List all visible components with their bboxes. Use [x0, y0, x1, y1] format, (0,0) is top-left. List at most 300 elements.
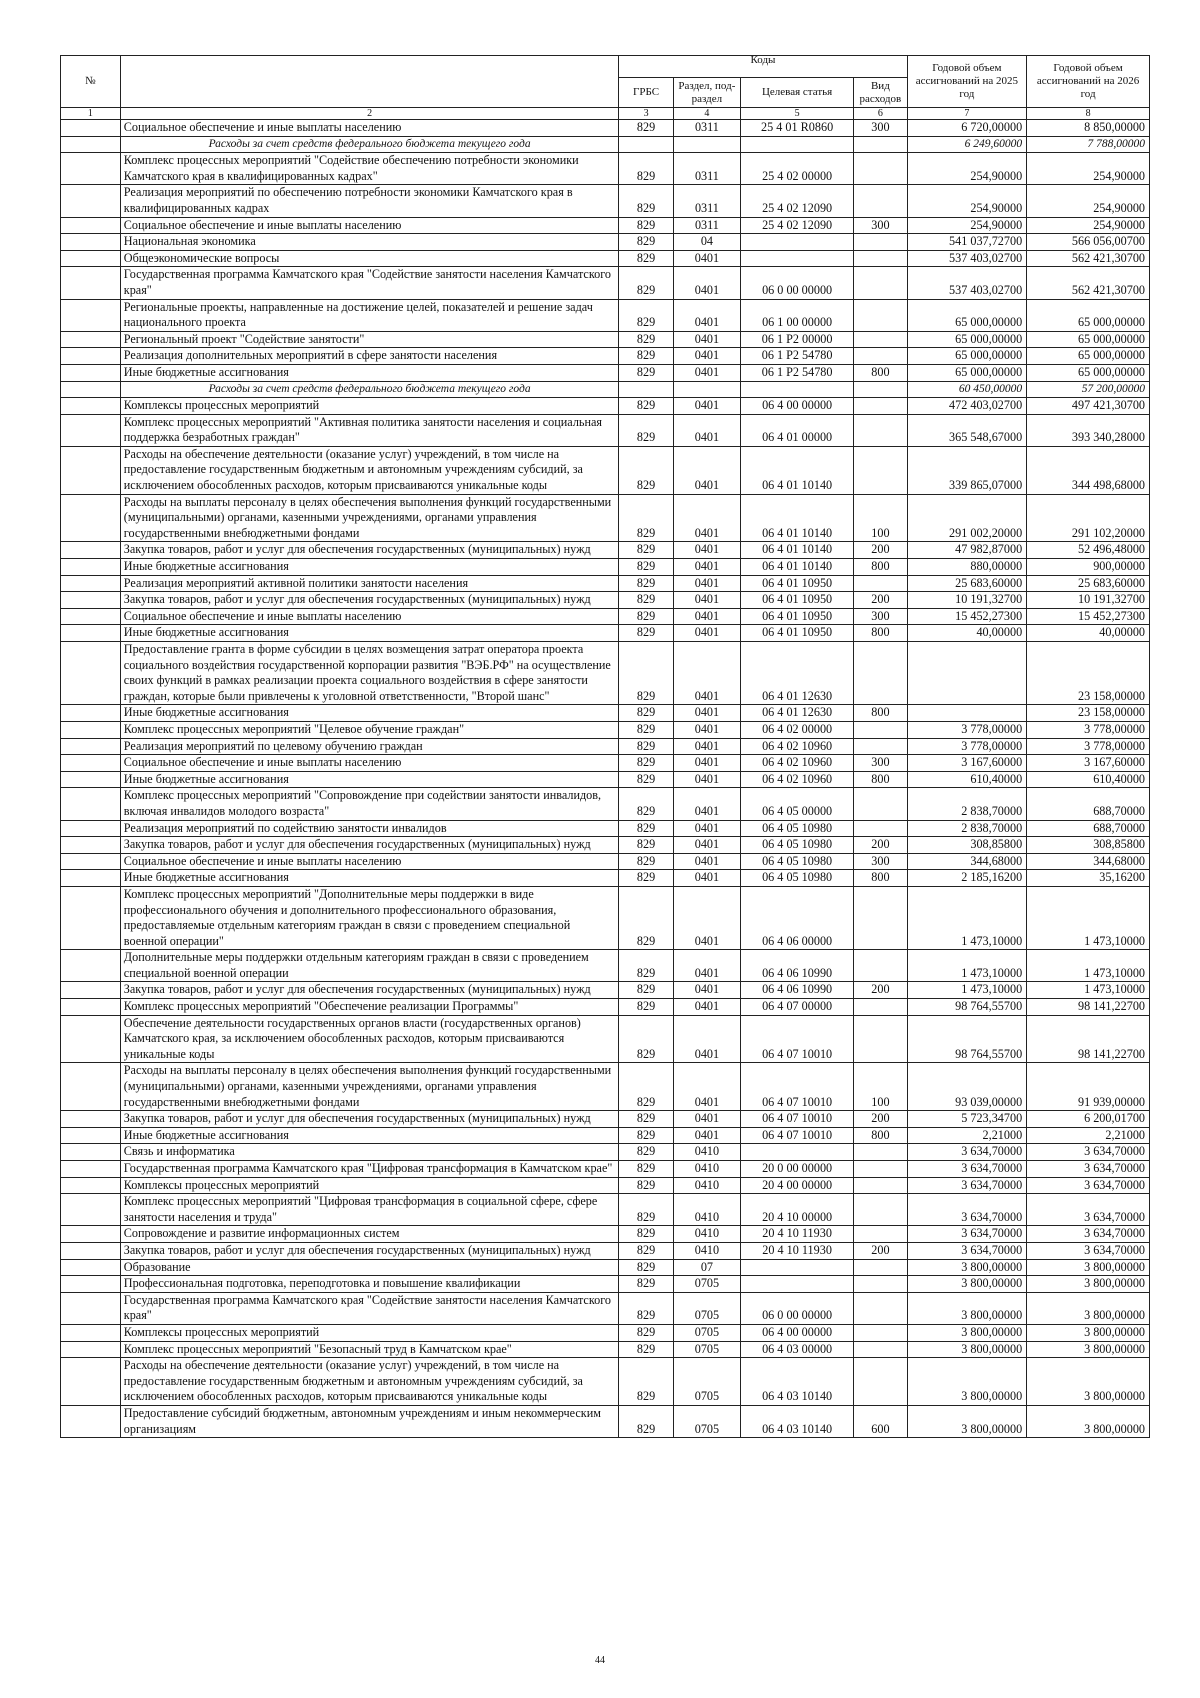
- section-cell: 0401: [673, 331, 740, 348]
- grbs-cell: 829: [619, 870, 673, 887]
- amount-2025-cell: 3 778,00000: [907, 721, 1027, 738]
- section-cell: 0401: [673, 398, 740, 415]
- amount-2025-cell: 6 720,00000: [907, 120, 1027, 137]
- table-row: [61, 886, 1150, 949]
- kind-cell: [854, 234, 907, 251]
- target-cell: 06 0 00 00000: [741, 267, 854, 299]
- kind-cell: 800: [854, 705, 907, 722]
- table-row: [61, 542, 1150, 559]
- section-cell: 0401: [673, 705, 740, 722]
- grbs-cell: 829: [619, 721, 673, 738]
- target-cell: 06 4 06 10990: [741, 950, 854, 982]
- item-name-cell: Иные бюджетные ассигнования: [120, 705, 619, 722]
- section-cell: 04: [673, 234, 740, 251]
- item-name-cell: Комплекс процессных мероприятий "Целевое обучение граждан": [120, 721, 619, 738]
- grbs-cell: 829: [619, 494, 673, 542]
- amount-2026-cell: 3 778,00000: [1027, 721, 1150, 738]
- row-number-cell: [61, 136, 121, 153]
- kind-cell: 300: [854, 755, 907, 772]
- kind-cell: 600: [854, 1405, 907, 1437]
- kind-cell: [854, 1144, 907, 1161]
- kind-cell: [854, 267, 907, 299]
- row-number-cell: [61, 364, 121, 381]
- row-number-cell: [61, 608, 121, 625]
- target-cell: 25 4 02 00000: [741, 153, 854, 185]
- target-cell: 06 4 01 10140: [741, 542, 854, 559]
- target-cell: 06 4 07 10010: [741, 1015, 854, 1063]
- table-row: [61, 1015, 1150, 1063]
- target-cell: 06 4 03 00000: [741, 1341, 854, 1358]
- table-row: [61, 1292, 1150, 1324]
- table-row: [61, 820, 1150, 837]
- section-cell: 0401: [673, 364, 740, 381]
- table-row: [61, 348, 1150, 365]
- amount-2025-cell: 65 000,00000: [907, 331, 1027, 348]
- section-cell: 0705: [673, 1276, 740, 1293]
- amount-2025-cell: 3 778,00000: [907, 738, 1027, 755]
- amount-2025-cell: 3 634,70000: [907, 1177, 1027, 1194]
- kind-cell: [854, 299, 907, 331]
- grbs-cell: 829: [619, 331, 673, 348]
- table-row: [61, 592, 1150, 609]
- amount-2025-cell: 3 634,70000: [907, 1242, 1027, 1259]
- kind-cell: [854, 1259, 907, 1276]
- item-name-cell: Расходы за счет средств федерального бюджета текущего года: [120, 381, 619, 398]
- row-number-cell: [61, 853, 121, 870]
- section-cell: 0410: [673, 1144, 740, 1161]
- row-number-cell: [61, 738, 121, 755]
- grbs-cell: 829: [619, 642, 673, 705]
- amount-2026-cell: 3 634,70000: [1027, 1144, 1150, 1161]
- grbs-cell: 829: [619, 446, 673, 494]
- grbs-cell: 829: [619, 1111, 673, 1128]
- target-cell: 06 4 00 00000: [741, 1324, 854, 1341]
- grbs-cell: 829: [619, 542, 673, 559]
- grbs-cell: 829: [619, 1194, 673, 1226]
- amount-2025-cell: 537 403,02700: [907, 250, 1027, 267]
- amount-2026-cell: 3 800,00000: [1027, 1324, 1150, 1341]
- row-number-cell: [61, 1259, 121, 1276]
- item-name-cell: Обеспечение деятельности государственных органов власти (государственных органов) Камчатского края, за исключением обособленных расходов, которым присваиваются уникальные коды: [120, 1015, 619, 1063]
- amount-2025-cell: 610,40000: [907, 771, 1027, 788]
- amount-2025-cell: 47 982,87000: [907, 542, 1027, 559]
- row-number-cell: [61, 381, 121, 398]
- amount-2026-cell: 2,21000: [1027, 1127, 1150, 1144]
- grbs-cell: 829: [619, 364, 673, 381]
- target-cell: [741, 1144, 854, 1161]
- amount-2025-cell: 2,21000: [907, 1127, 1027, 1144]
- section-cell: 0401: [673, 950, 740, 982]
- section-cell: 0401: [673, 348, 740, 365]
- section-cell: 0401: [673, 999, 740, 1016]
- kind-cell: 200: [854, 982, 907, 999]
- target-cell: [741, 234, 854, 251]
- kind-cell: [854, 446, 907, 494]
- section-cell: 0401: [673, 608, 740, 625]
- target-cell: 25 4 01 R0860: [741, 120, 854, 137]
- item-name-cell: Закупка товаров, работ и услуг для обеспечения государственных (муниципальных) нужд: [120, 1111, 619, 1128]
- amount-2026-cell: 25 683,60000: [1027, 575, 1150, 592]
- section-cell: 0705: [673, 1358, 740, 1406]
- table-row: [61, 705, 1150, 722]
- header-name-blank: [120, 56, 619, 108]
- amount-2026-cell: 562 421,30700: [1027, 267, 1150, 299]
- item-name-cell: Комплексы процессных мероприятий: [120, 1324, 619, 1341]
- table-row: [61, 559, 1150, 576]
- table-row: [61, 608, 1150, 625]
- amount-2026-cell: 3 800,00000: [1027, 1358, 1150, 1406]
- section-cell: [673, 381, 740, 398]
- target-cell: 06 4 07 10010: [741, 1111, 854, 1128]
- section-cell: 0401: [673, 299, 740, 331]
- row-number-cell: [61, 592, 121, 609]
- header-target: Целевая статья: [741, 78, 854, 108]
- amount-2026-cell: 3 634,70000: [1027, 1226, 1150, 1243]
- row-number-cell: [61, 705, 121, 722]
- table-row: [61, 721, 1150, 738]
- kind-cell: [854, 1015, 907, 1063]
- kind-cell: [854, 185, 907, 217]
- amount-2025-cell: 541 037,72700: [907, 234, 1027, 251]
- item-name-cell: Предоставление гранта в форме субсидии в целях возмещения затрат оператора проекта социального воздействия государственной корпорации развития "ВЭБ.РФ" на осуществление своих функций в рамках реализации проекта социального воздействия в сфере занятости граждан, которые были привлечены к уголовной ответственности, "Второй шанс": [120, 642, 619, 705]
- row-number-cell: [61, 1292, 121, 1324]
- item-name-cell: Иные бюджетные ассигнования: [120, 559, 619, 576]
- grbs-cell: 829: [619, 886, 673, 949]
- kind-cell: [854, 1177, 907, 1194]
- target-cell: 06 4 06 00000: [741, 886, 854, 949]
- grbs-cell: 829: [619, 1242, 673, 1259]
- section-cell: 0311: [673, 217, 740, 234]
- row-number-cell: [61, 398, 121, 415]
- amount-2025-cell: 2 185,16200: [907, 870, 1027, 887]
- section-cell: 0705: [673, 1292, 740, 1324]
- row-number-cell: [61, 625, 121, 642]
- kind-cell: 800: [854, 771, 907, 788]
- amount-2026-cell: 3 167,60000: [1027, 755, 1150, 772]
- grbs-cell: 829: [619, 1177, 673, 1194]
- section-cell: 0410: [673, 1177, 740, 1194]
- item-name-cell: Сопровождение и развитие информационных систем: [120, 1226, 619, 1243]
- section-cell: 0410: [673, 1161, 740, 1178]
- row-number-cell: [61, 1242, 121, 1259]
- amount-2025-cell: 291 002,20000: [907, 494, 1027, 542]
- kind-cell: [854, 153, 907, 185]
- amount-2026-cell: 7 788,00000: [1027, 136, 1150, 153]
- section-cell: 0401: [673, 414, 740, 446]
- target-cell: [741, 1259, 854, 1276]
- target-cell: 20 4 10 00000: [741, 1194, 854, 1226]
- section-cell: 0401: [673, 250, 740, 267]
- grbs-cell: [619, 381, 673, 398]
- amount-2025-cell: 25 683,60000: [907, 575, 1027, 592]
- section-cell: 0401: [673, 853, 740, 870]
- grbs-cell: 829: [619, 185, 673, 217]
- kind-cell: [854, 136, 907, 153]
- row-number-cell: [61, 1111, 121, 1128]
- federal-funds-row: [61, 136, 1150, 153]
- kind-cell: [854, 999, 907, 1016]
- item-name-cell: Общеэкономические вопросы: [120, 250, 619, 267]
- item-name-cell: Закупка товаров, работ и услуг для обеспечения государственных (муниципальных) нужд: [120, 982, 619, 999]
- item-name-cell: Государственная программа Камчатского края "Содействие занятости населения Камчатского края": [120, 267, 619, 299]
- amount-2025-cell: 6 249,60000: [907, 136, 1027, 153]
- row-number-cell: [61, 1405, 121, 1437]
- table-row: [61, 625, 1150, 642]
- table-row: [61, 1324, 1150, 1341]
- amount-2026-cell: 6 200,01700: [1027, 1111, 1150, 1128]
- row-number-cell: [61, 542, 121, 559]
- table-row: [61, 185, 1150, 217]
- row-number-cell: [61, 153, 121, 185]
- kind-cell: [854, 950, 907, 982]
- section-cell: 0401: [673, 575, 740, 592]
- row-number-cell: [61, 999, 121, 1016]
- amount-2025-cell: 3 634,70000: [907, 1144, 1027, 1161]
- amount-2026-cell: 254,90000: [1027, 217, 1150, 234]
- grbs-cell: 829: [619, 999, 673, 1016]
- table-row: [61, 837, 1150, 854]
- kind-cell: [854, 331, 907, 348]
- item-name-cell: Закупка товаров, работ и услуг для обеспечения государственных (муниципальных) нужд: [120, 1242, 619, 1259]
- grbs-cell: 829: [619, 1259, 673, 1276]
- grbs-cell: 829: [619, 1144, 673, 1161]
- row-number-cell: [61, 120, 121, 137]
- grbs-cell: 829: [619, 1324, 673, 1341]
- target-cell: [741, 250, 854, 267]
- amount-2026-cell: 562 421,30700: [1027, 250, 1150, 267]
- item-name-cell: Расходы на обеспечение деятельности (оказание услуг) учреждений, в том числе на предоставление государственным бюджетным и автономным учреждениям субсидий, за исключением обособленных расходов, которым присваиваются уникальные коды: [120, 446, 619, 494]
- amount-2025-cell: 5 723,34700: [907, 1111, 1027, 1128]
- table-row: [61, 267, 1150, 299]
- amount-2025-cell: 1 473,10000: [907, 982, 1027, 999]
- amount-2025-cell: 2 838,70000: [907, 820, 1027, 837]
- amount-2026-cell: 57 200,00000: [1027, 381, 1150, 398]
- grbs-cell: 829: [619, 250, 673, 267]
- amount-2025-cell: 98 764,55700: [907, 1015, 1027, 1063]
- amount-2025-cell: 308,85800: [907, 837, 1027, 854]
- kind-cell: [854, 398, 907, 415]
- amount-2025-cell: [907, 642, 1027, 705]
- kind-cell: [854, 788, 907, 820]
- kind-cell: [854, 886, 907, 949]
- target-cell: 20 0 00 00000: [741, 1161, 854, 1178]
- table-row: [61, 575, 1150, 592]
- section-cell: 0401: [673, 642, 740, 705]
- section-cell: 0401: [673, 755, 740, 772]
- amount-2025-cell: 1 473,10000: [907, 886, 1027, 949]
- kind-cell: [854, 738, 907, 755]
- row-number-cell: [61, 1341, 121, 1358]
- grbs-cell: 829: [619, 1063, 673, 1111]
- target-cell: 06 4 05 10980: [741, 837, 854, 854]
- table-row: [61, 642, 1150, 705]
- kind-cell: [854, 642, 907, 705]
- amount-2025-cell: 15 452,27300: [907, 608, 1027, 625]
- section-cell: 0705: [673, 1405, 740, 1437]
- item-name-cell: Национальная экономика: [120, 234, 619, 251]
- table-row: [61, 738, 1150, 755]
- kind-cell: [854, 820, 907, 837]
- item-name-cell: Комплекс процессных мероприятий "Дополнительные меры поддержки в виде профессионального обучения и дополнительного профессионального образования, предоставляемые отдельным категориям граждан в связи с проведением специальной военной операции": [120, 886, 619, 949]
- amount-2025-cell: 3 800,00000: [907, 1292, 1027, 1324]
- kind-cell: [854, 1292, 907, 1324]
- amount-2026-cell: 688,70000: [1027, 788, 1150, 820]
- item-name-cell: Расходы на обеспечение деятельности (оказание услуг) учреждений, в том числе на предоставление государственным бюджетным и автономным учреждениям субсидий, за исключением обособленных расходов, которым присваиваются уникальные коды: [120, 1358, 619, 1406]
- section-cell: 0401: [673, 771, 740, 788]
- item-name-cell: Иные бюджетные ассигнования: [120, 771, 619, 788]
- row-number-cell: [61, 494, 121, 542]
- row-number-cell: [61, 642, 121, 705]
- amount-2025-cell: 3 167,60000: [907, 755, 1027, 772]
- section-cell: 0401: [673, 1111, 740, 1128]
- item-name-cell: Реализация мероприятий по содействию занятости инвалидов: [120, 820, 619, 837]
- table-row: [61, 1144, 1150, 1161]
- table-row: [61, 414, 1150, 446]
- grbs-cell: 829: [619, 234, 673, 251]
- item-name-cell: Государственная программа Камчатского края "Содействие занятости населения Камчатского края": [120, 1292, 619, 1324]
- section-cell: 0410: [673, 1194, 740, 1226]
- row-number-cell: [61, 234, 121, 251]
- target-cell: 06 4 02 00000: [741, 721, 854, 738]
- item-name-cell: Региональный проект "Содействие занятости": [120, 331, 619, 348]
- section-cell: 0311: [673, 185, 740, 217]
- kind-cell: [854, 721, 907, 738]
- target-cell: 06 4 05 10980: [741, 820, 854, 837]
- target-cell: 06 4 00 00000: [741, 398, 854, 415]
- amount-2025-cell: 537 403,02700: [907, 267, 1027, 299]
- item-name-cell: Предоставление субсидий бюджетным, автономным учреждениям и иным некоммерческим организациям: [120, 1405, 619, 1437]
- section-cell: 0401: [673, 886, 740, 949]
- amount-2026-cell: 3 634,70000: [1027, 1242, 1150, 1259]
- row-number-cell: [61, 788, 121, 820]
- amount-2026-cell: 254,90000: [1027, 185, 1150, 217]
- item-name-cell: Государственная программа Камчатского края "Цифровая трансформация в Камчатском крае": [120, 1161, 619, 1178]
- kind-cell: [854, 414, 907, 446]
- header-index-row: [61, 108, 1150, 120]
- amount-2025-cell: 254,90000: [907, 153, 1027, 185]
- amount-2025-cell: 472 403,02700: [907, 398, 1027, 415]
- grbs-cell: 829: [619, 755, 673, 772]
- section-cell: 0401: [673, 1127, 740, 1144]
- target-cell: 06 4 01 10950: [741, 608, 854, 625]
- row-number-cell: [61, 820, 121, 837]
- row-number-cell: [61, 250, 121, 267]
- table-row: [61, 299, 1150, 331]
- section-cell: 0401: [673, 542, 740, 559]
- target-cell: [741, 381, 854, 398]
- row-number-cell: [61, 185, 121, 217]
- kind-cell: 300: [854, 217, 907, 234]
- kind-cell: 800: [854, 1127, 907, 1144]
- kind-cell: 200: [854, 592, 907, 609]
- item-name-cell: Комплексы процессных мероприятий: [120, 398, 619, 415]
- amount-2026-cell: 15 452,27300: [1027, 608, 1150, 625]
- item-name-cell: Комплекс процессных мероприятий "Сопровождение при содействии занятости инвалидов, включая инвалидов молодого возраста": [120, 788, 619, 820]
- item-name-cell: Комплекс процессных мероприятий "Цифровая трансформация в социальной сфере, сфере занятости населения и труда": [120, 1194, 619, 1226]
- amount-2026-cell: 65 000,00000: [1027, 299, 1150, 331]
- item-name-cell: Дополнительные меры поддержки отдельным категориям граждан в связи с проведением специальной военной операции: [120, 950, 619, 982]
- row-number-cell: [61, 267, 121, 299]
- section-cell: 0705: [673, 1341, 740, 1358]
- item-name-cell: Социальное обеспечение и иные выплаты населению: [120, 120, 619, 137]
- row-number-cell: [61, 1144, 121, 1161]
- amount-2025-cell: 3 800,00000: [907, 1276, 1027, 1293]
- grbs-cell: 829: [619, 267, 673, 299]
- amount-2025-cell: 3 634,70000: [907, 1161, 1027, 1178]
- section-cell: 0401: [673, 820, 740, 837]
- page-number: 44: [595, 1655, 605, 1666]
- kind-cell: [854, 1276, 907, 1293]
- kind-cell: 800: [854, 364, 907, 381]
- item-name-cell: Профессиональная подготовка, переподготовка и повышение квалификации: [120, 1276, 619, 1293]
- amount-2026-cell: 610,40000: [1027, 771, 1150, 788]
- row-number-cell: [61, 575, 121, 592]
- row-number-cell: [61, 1194, 121, 1226]
- kind-cell: 800: [854, 625, 907, 642]
- idx-cell: 8: [1027, 108, 1150, 120]
- section-cell: 0401: [673, 494, 740, 542]
- table-row: [61, 1063, 1150, 1111]
- amount-2026-cell: 3 800,00000: [1027, 1341, 1150, 1358]
- item-name-cell: Связь и информатика: [120, 1144, 619, 1161]
- grbs-cell: 829: [619, 153, 673, 185]
- item-name-cell: Иные бюджетные ассигнования: [120, 870, 619, 887]
- item-name-cell: Расходы за счет средств федерального бюджета текущего года: [120, 136, 619, 153]
- amount-2025-cell: 880,00000: [907, 559, 1027, 576]
- target-cell: 06 4 01 12630: [741, 705, 854, 722]
- section-cell: 0401: [673, 1063, 740, 1111]
- kind-cell: [854, 348, 907, 365]
- amount-2025-cell: 1 473,10000: [907, 950, 1027, 982]
- amount-2025-cell: 3 800,00000: [907, 1405, 1027, 1437]
- table-row: [61, 234, 1150, 251]
- table-row: [61, 217, 1150, 234]
- table-row: [61, 1161, 1150, 1178]
- row-number-cell: [61, 1177, 121, 1194]
- target-cell: 25 4 02 12090: [741, 217, 854, 234]
- amount-2025-cell: 3 800,00000: [907, 1358, 1027, 1406]
- kind-cell: 800: [854, 870, 907, 887]
- idx-cell: 4: [673, 108, 740, 120]
- table-row: [61, 1276, 1150, 1293]
- target-cell: 06 4 07 00000: [741, 999, 854, 1016]
- kind-cell: [854, 250, 907, 267]
- table-row: [61, 1358, 1150, 1406]
- table-row: [61, 250, 1150, 267]
- amount-2026-cell: 3 800,00000: [1027, 1405, 1150, 1437]
- header-2025: Годовой объем ассигнований на 2025 год: [907, 56, 1027, 108]
- amount-2026-cell: 393 340,28000: [1027, 414, 1150, 446]
- grbs-cell: 829: [619, 608, 673, 625]
- section-cell: 0401: [673, 982, 740, 999]
- item-name-cell: Закупка товаров, работ и услуг для обеспечения государственных (муниципальных) нужд: [120, 837, 619, 854]
- amount-2025-cell: 365 548,67000: [907, 414, 1027, 446]
- section-cell: 0311: [673, 153, 740, 185]
- amount-2026-cell: 3 800,00000: [1027, 1259, 1150, 1276]
- amount-2026-cell: 291 102,20000: [1027, 494, 1150, 542]
- amount-2025-cell: [907, 705, 1027, 722]
- table-row: [61, 1111, 1150, 1128]
- item-name-cell: Расходы на выплаты персоналу в целях обеспечения выполнения функций государственными (муниципальными) органами, казенными учреждениями, органами управления государственными внебюджетными фондами: [120, 1063, 619, 1111]
- table-row: [61, 1259, 1150, 1276]
- table-row: [61, 1242, 1150, 1259]
- target-cell: 06 4 01 10140: [741, 446, 854, 494]
- header-kind: Вид расходов: [854, 78, 907, 108]
- row-number-cell: [61, 1358, 121, 1406]
- grbs-cell: 829: [619, 1292, 673, 1324]
- grbs-cell: 829: [619, 625, 673, 642]
- amount-2026-cell: 52 496,48000: [1027, 542, 1150, 559]
